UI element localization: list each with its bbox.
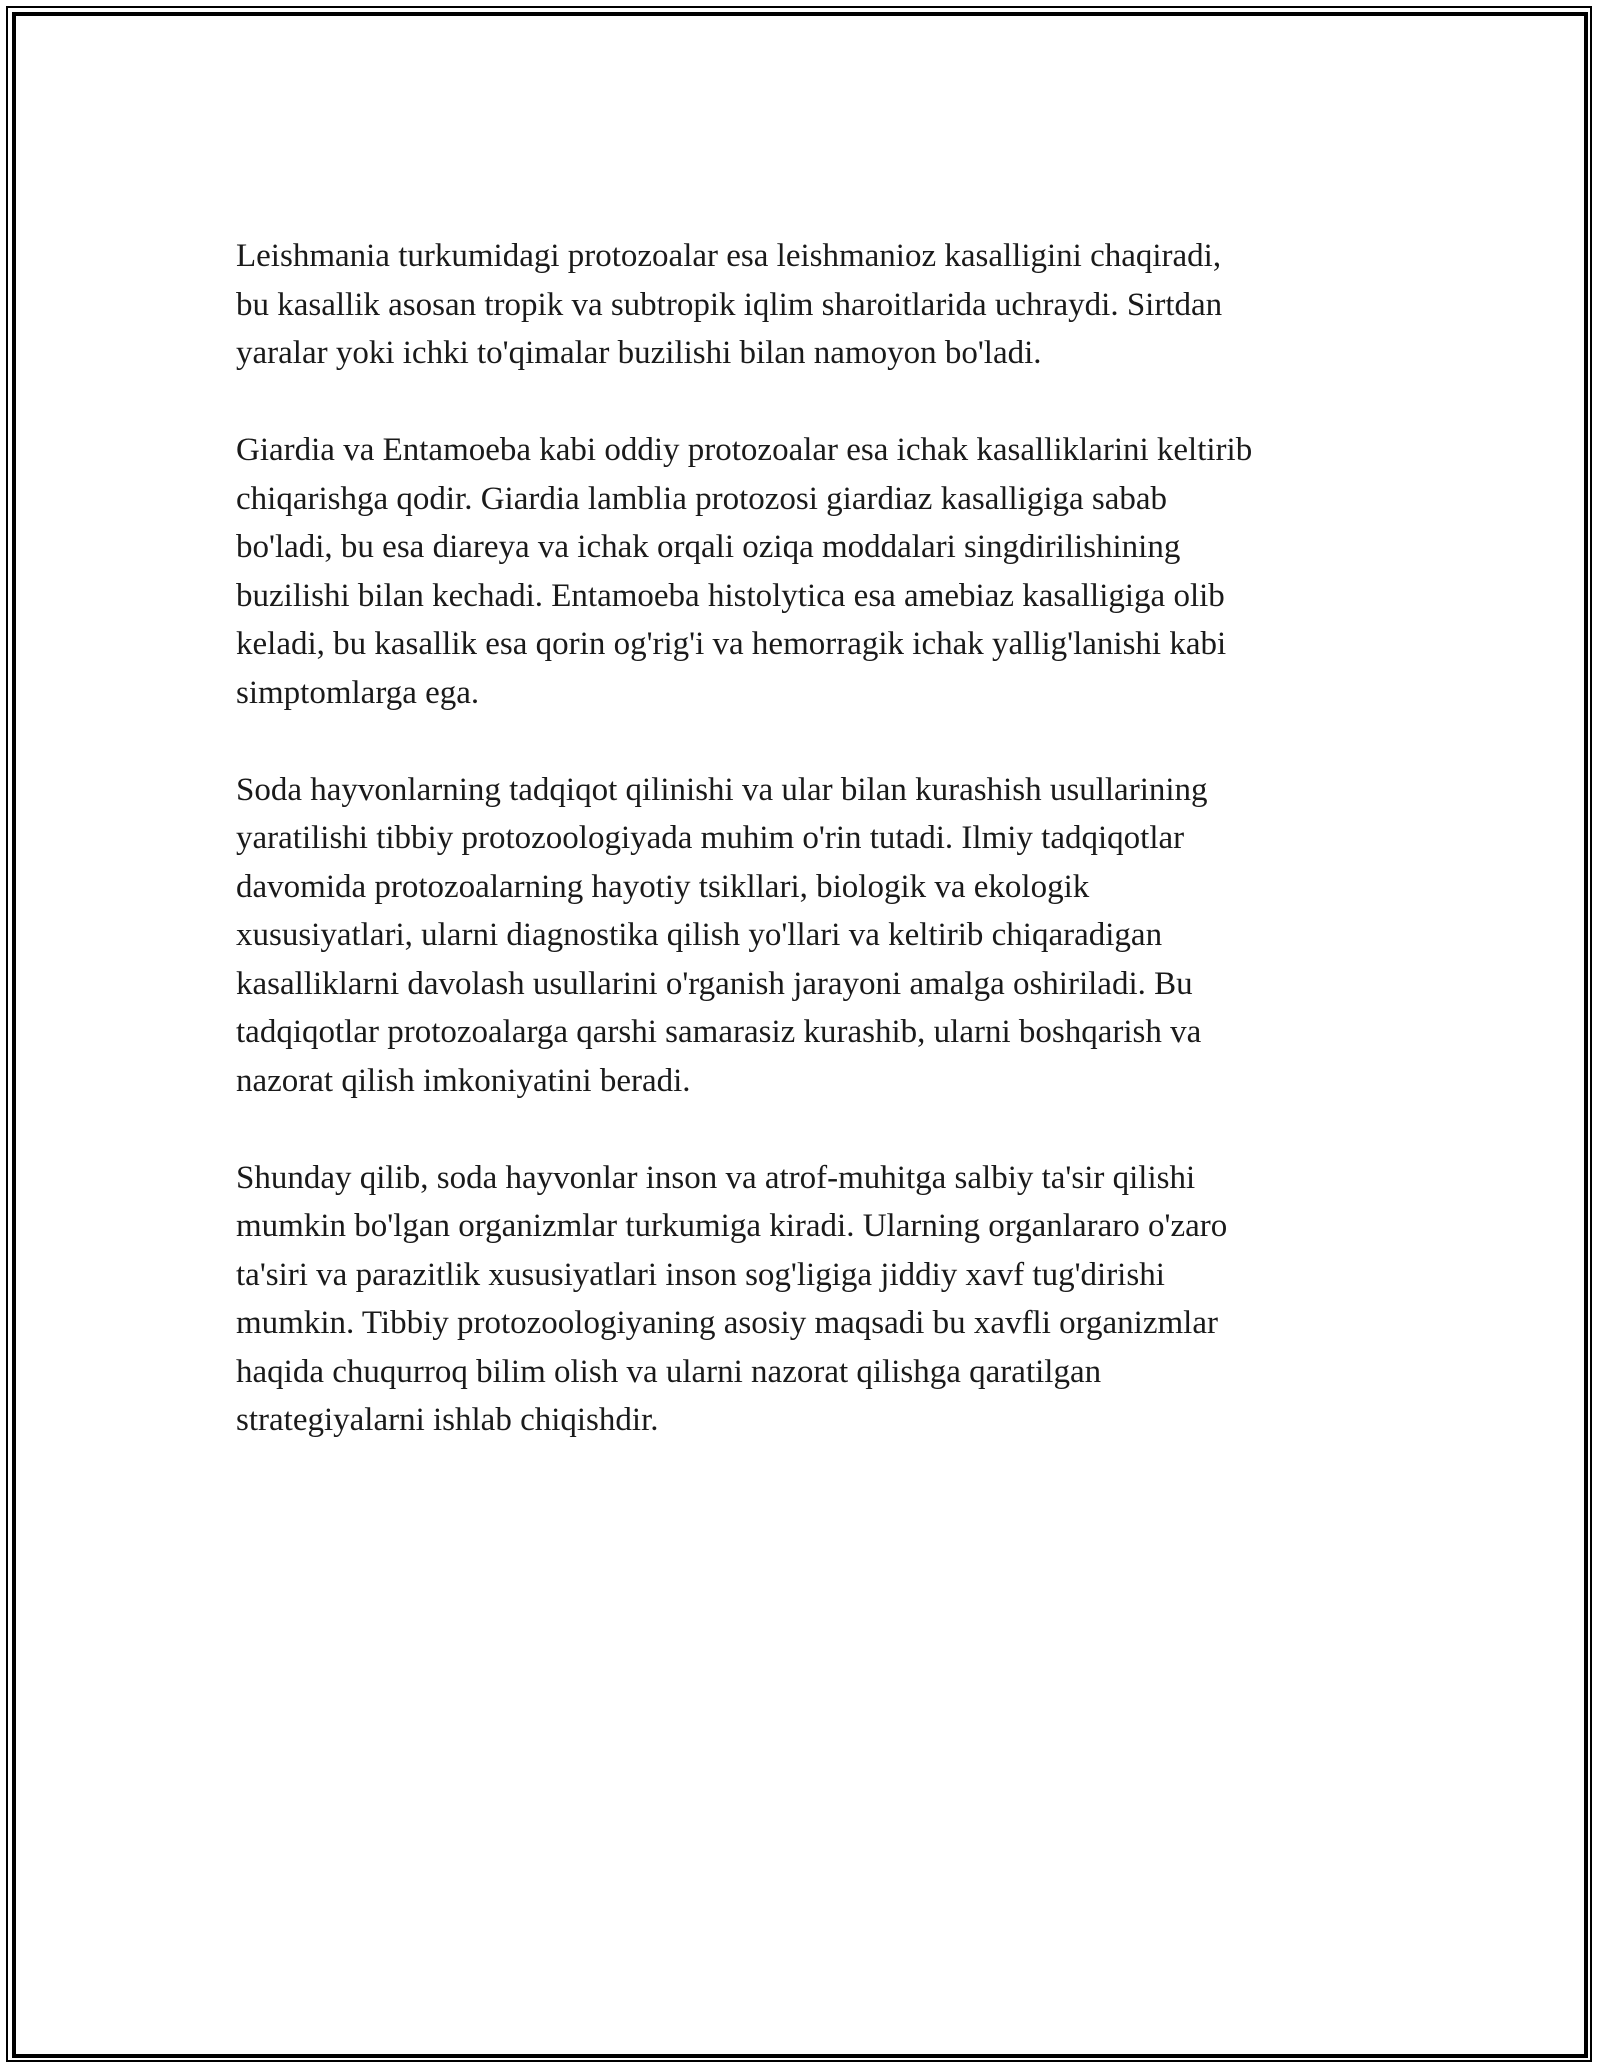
text-line: Soda hayvonlarning tadqiqot qilinishi va ular bilan kurashish usullarining bbox=[236, 771, 1208, 808]
text-line: mumkin bo'lgan organizmlar turkumiga kiradi. Ularning organlararo o'zaro bbox=[236, 1208, 1228, 1244]
paragraph-giardia-entamoeba bbox=[236, 426, 1386, 717]
text-line: buzilishi bilan kechadi. Entamoeba histolytica esa amebiaz kasalligiga olib bbox=[236, 577, 1225, 614]
paragraph-conclusion bbox=[236, 1154, 1386, 1445]
text-line: mumkin. Tibbiy protozoologiyaning asosiy maqsadi bu xavfli organizmlar bbox=[236, 1305, 1218, 1341]
text-line: yaralar yoki ichki to'qimalar buzilishi bilan namoyon bo'ladi. bbox=[236, 335, 1042, 371]
text-line: tadqiqotlar protozoalarga qarshi samarasiz kurashib, ularni boshqarish va bbox=[236, 1014, 1202, 1050]
text-line: simptomlarga ega. bbox=[236, 674, 480, 711]
text-line: ta'siri va parazitlik xususiyatlari inson sog'ligiga jiddiy xavf tug'dirishi bbox=[236, 1256, 1165, 1293]
text-line: strategiyalarni ishlab chiqishdir. bbox=[236, 1402, 659, 1438]
text-line: yaratilishi tibbiy protozoologiyada muhim o'rin tutadi. Ilmiy tadqiqotlar bbox=[236, 820, 1185, 856]
paragraph-leishmania bbox=[236, 232, 1386, 378]
text-line: xususiyatlari, ularni diagnostika qilish yo'llari va keltirib chiqaradigan bbox=[236, 917, 1163, 953]
text-line: kasalliklarni davolash usullarini o'rganish jarayoni amalga oshiriladi. Bu bbox=[236, 965, 1193, 1002]
text-line: keladi, bu kasallik esa qorin og'rig'i va hemorragik ichak yallig'lanishi kabi bbox=[236, 626, 1227, 662]
text-line: nazorat qilish imkoniyatini beradi. bbox=[236, 1062, 691, 1099]
text-line: haqida chuqurroq bilim olish va ularni nazorat qilishga qaratilgan bbox=[236, 1353, 1102, 1390]
text-line: chiqarishga qodir. Giardia lamblia protozosi giardiaz kasalligiga sabab bbox=[236, 480, 1168, 517]
paragraph-research bbox=[236, 766, 1386, 1106]
text-line: bu kasallik asosan tropik va subtropik iqlim sharoitlarida uchraydi. Sirtdan bbox=[236, 286, 1223, 323]
text-line: bo'ladi, bu esa diareya va ichak orqali oziqa moddalari singdirilishining bbox=[236, 529, 1181, 565]
text-line: Shunday qilib, soda hayvonlar inson va atrof-muhitga salbiy ta'sir qilishi bbox=[236, 1159, 1196, 1196]
document-body bbox=[236, 232, 1386, 1493]
text-line: davomida protozoalarning hayotiy tsikllari, biologik va ekologik bbox=[236, 868, 1090, 905]
text-line: Leishmania turkumidagi protozoalar esa leishmanioz kasalligini chaqiradi, bbox=[236, 238, 1222, 274]
text-line: Giardia va Entamoeba kabi oddiy protozoalar esa ichak kasalliklarini keltirib bbox=[236, 432, 1253, 468]
